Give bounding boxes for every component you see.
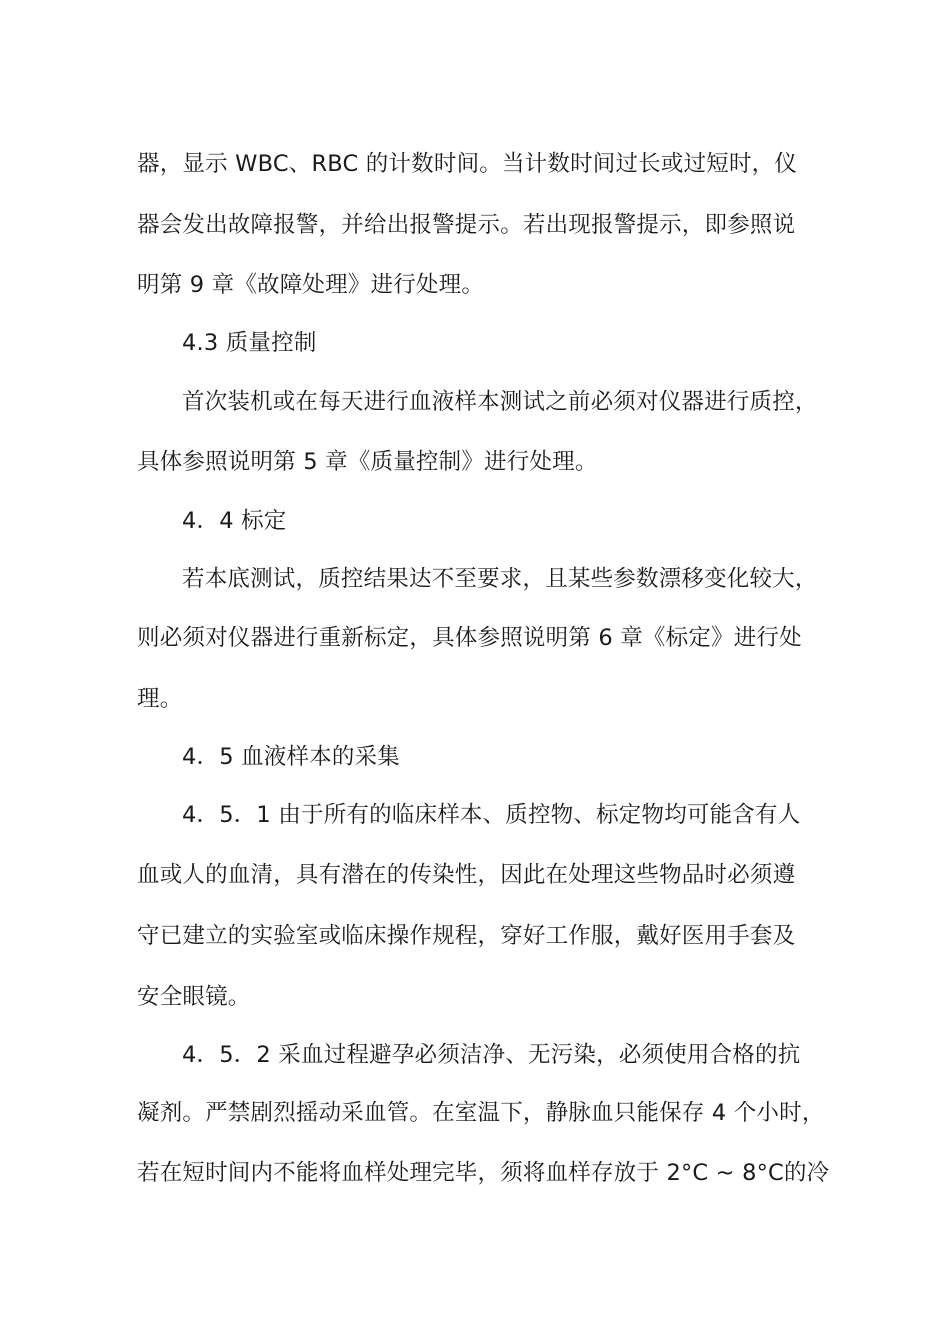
section-heading: 4.3 质量控制 — [182, 330, 317, 356]
text-line: 首次装机或在每天进行血液样本测试之前必须对仪器进行质控， — [182, 389, 818, 415]
text-line: 血或人的血清，具有潜在的传染性，因此在处理这些物品时必须遵 — [137, 862, 796, 888]
text-line: 凝剂。严禁剧烈摇动采血管。在室温下，静脉血只能保存 4 个小时， — [137, 1100, 825, 1126]
text-line: 理。 — [137, 686, 183, 712]
text-line: 守已建立的实验室或临床操作规程，穿好工作服，戴好医用手套及 — [137, 923, 796, 949]
text-line: 则必须对仪器进行重新标定，具体参照说明第 6 章《标定》进行处 — [137, 625, 802, 651]
text-line: 安全眼镜。 — [137, 984, 251, 1010]
text-line: 具体参照说明第 5 章《质量控制》进行处理。 — [137, 449, 598, 475]
text-line: 器会发出故障报警，并给出报警提示。若出现报警提示，即参照说 — [137, 212, 796, 238]
text-line: 4．5．1 由于所有的临床样本、质控物、标定物均可能含有人 — [182, 802, 801, 828]
text-line: 器，显示 WBC、RBC 的计数时间。当计数时间过长或过短时，仪 — [137, 151, 798, 177]
section-heading: 4．5 血液样本的采集 — [182, 744, 400, 770]
text-line: 明第 9 章《故障处理》进行处理。 — [137, 272, 485, 298]
text-line: 若本底测试，质控结果达不至要求，且某些参数漂移变化较大， — [182, 566, 818, 592]
text-line: 4．5．2 采血过程避孕必须洁净、无污染，必须使用合格的抗 — [182, 1042, 801, 1068]
section-heading: 4．4 标定 — [182, 508, 287, 534]
text-line: 若在短时间内不能将血样处理完毕，须将血样存放于 2°C ~ 8°C的冷 — [137, 1160, 830, 1186]
